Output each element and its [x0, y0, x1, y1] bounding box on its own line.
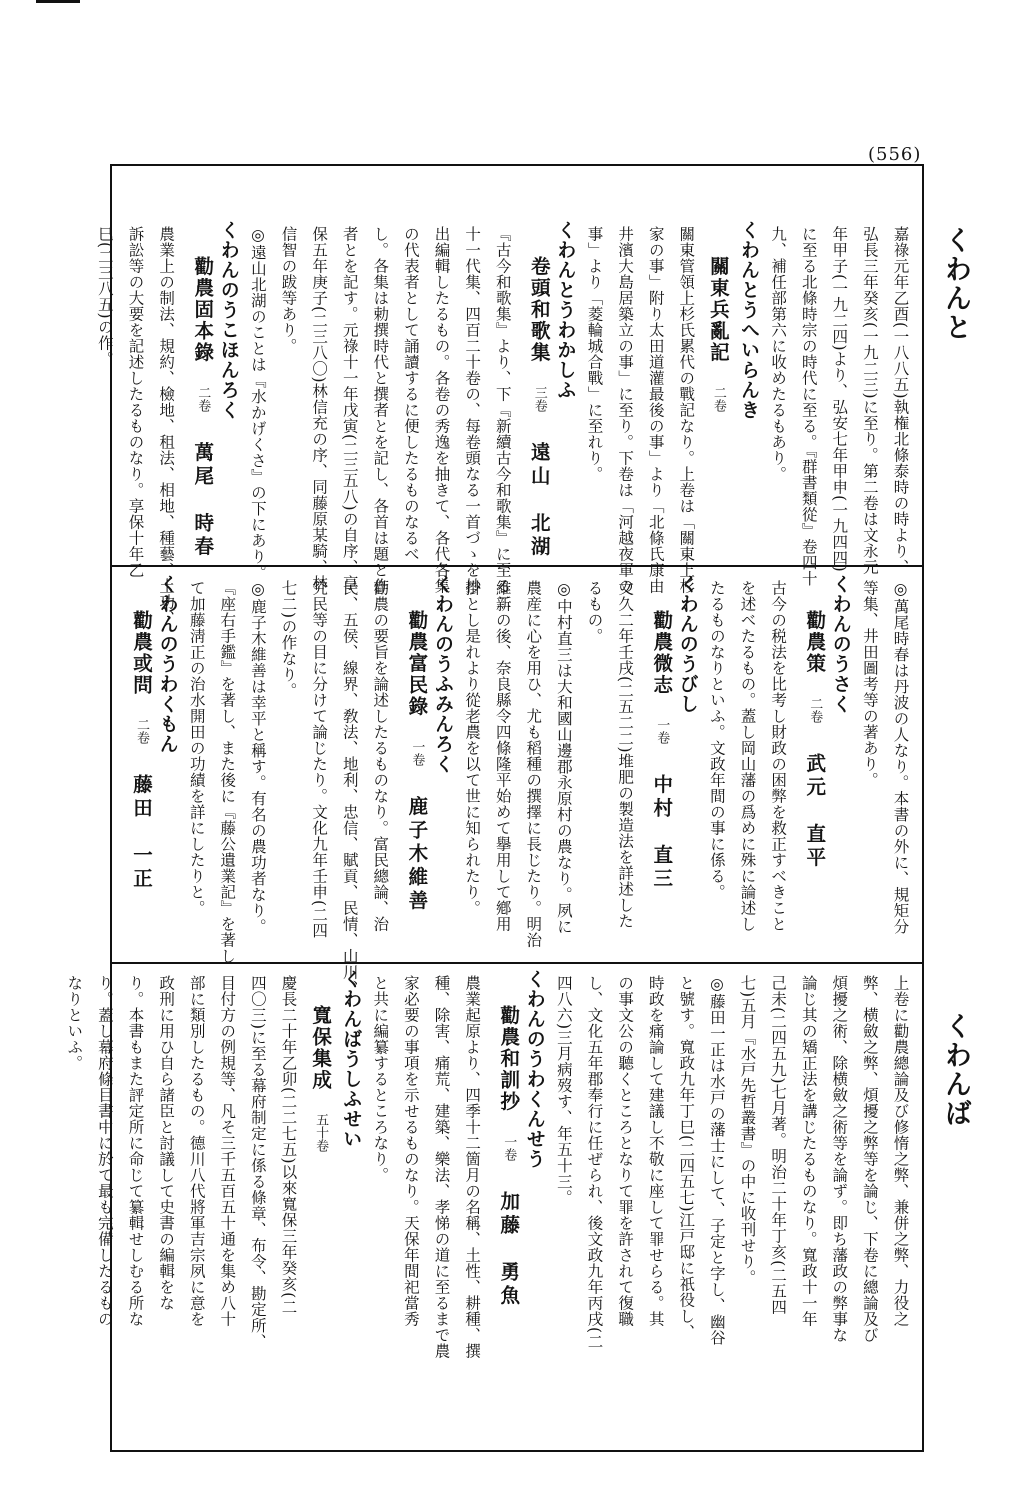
book-title: 卷頭和歌集 [527, 256, 551, 364]
body-line: 時政を痛論して建議し不敬に座して罪せらる。其 [646, 975, 665, 1327]
body-line: 農業上の制法、規約、檢地、租法、相地、種藝、土功、 [157, 226, 176, 626]
body-line: 嘉祿元年乙酉(一八八五)執権北條泰時の時より、 [891, 226, 910, 576]
body-line: 己未(二四五九)七月著。明治二十年丁亥(二五四 [769, 975, 788, 1315]
entry-title-line [188, 256, 216, 559]
entry-headword: くわんとうわかしふ [554, 220, 577, 400]
author-name: 加藤 勇魚 [497, 1190, 521, 1308]
body-line: 年甲子(一九二四)より、弘安七年甲申(一九四四) [830, 226, 849, 573]
body-line: 保五年庚子(二三八〇)林信充の序、同藤原某騎、林 [310, 226, 329, 592]
entry-title-line [647, 610, 675, 892]
body-line: 訴訟等の大要を記述したるものなり。享保十年乙 [126, 226, 145, 578]
running-head-top: くわんと [940, 226, 971, 342]
body-line: て加藤淸正の治水開田の功績を詳にしたりと。 [187, 580, 206, 916]
body-line: 四八六)三月病歿す、年五十三。 [554, 975, 573, 1206]
author-name: 鹿子木維善 [405, 795, 429, 913]
entry-title-line [525, 256, 553, 559]
page-number: (556) [868, 144, 922, 165]
body-line: 農業起原より、四季十二箇月の名稱、土性、耕種、撰 [463, 975, 482, 1359]
body-line: 出編輯したるもの。各卷の秀逸を抽きて、各代各集 [432, 226, 451, 594]
body-line: ◎萬尾時春は丹波の人なり。本書の外に、規矩分 [891, 580, 910, 935]
body-line: ◎中村直三は大和國山邊郡永原村の農なり。夙に [554, 580, 573, 935]
top-edge-mark [36, 0, 80, 3]
author-name: 遠山 北湖 [527, 441, 551, 559]
entry-headword: くわんのうさく [829, 574, 852, 714]
book-title: 關東兵亂記 [706, 256, 730, 364]
entry-title-line [127, 610, 155, 892]
body-line: 弘長三年癸亥(一九二三)に至り。第二卷は文永元 [860, 226, 879, 576]
body-line: 目付方の例規等、凡そ三千五百五十通を集め八十 [218, 975, 237, 1327]
body-line: 論じ其の矯正法を講じたるものなり。寬政十一年 [799, 975, 818, 1327]
body-line: り。蓋し幕府條目書中に於て最も完備したるもの [95, 975, 114, 1327]
volume-count: 一卷 [501, 1134, 517, 1161]
book-title: 寬保集成 [309, 1005, 333, 1091]
author-name: 萬尾 時春 [191, 441, 215, 559]
body-line: 上卷に勸農總論及び修惰之弊、兼併之弊、力役之 [891, 975, 910, 1327]
body-line: 家の事」附り太田道灌最後の事」より「北條氏康由 [646, 226, 665, 594]
volume-count: 二卷 [195, 385, 211, 412]
body-line: 關東管領上杉氏累代の戰記なり。上卷は「關東上杉 [677, 226, 696, 594]
body-line: し。各集は勅撰時代と撰者とを記し、各首は題と作 [371, 226, 390, 594]
body-line: 文久二年壬戌(二五二二)堆肥の製造法を詳述した [616, 580, 635, 930]
body-line: に至る北條時宗の時代に至る。『群書類從』卷四十 [799, 226, 818, 587]
body-line: 勸農の要旨を論述したるものなり。富民總論、治 [371, 580, 390, 932]
author-name: 武元 直平 [803, 752, 827, 870]
volume-count: 一卷 [409, 739, 425, 766]
volume-count: 一卷 [654, 718, 670, 744]
body-line: と共に編纂するところなり。 [371, 975, 390, 1183]
body-line: 究民等の目に分けて論じたり。文化九年壬申(二四 [310, 580, 329, 939]
entry-title-line [402, 610, 430, 913]
body-line: 古今の税法を比考し財政の困弊を救正すべきこと [769, 580, 788, 932]
body-line: の代表者として誦讀するに便したるものなるべ [401, 226, 420, 562]
body-line: 慶長二十年乙卯(二二七五)以來寬保三年癸亥(二 [279, 975, 298, 1315]
body-line: ◎藤田一正は水戸の藩士にして、子定と字し、幽谷 [707, 975, 726, 1346]
body-line: を述べたるもの。蓋し岡山藩の爲めに殊に論述し [738, 580, 757, 932]
body-line: り。本書もまた評定所に命じて纂輯せしむる所な [126, 975, 145, 1327]
entry-title-line [494, 1005, 522, 1308]
body-line: 信智の跋等あり。 [279, 226, 298, 354]
body-line: 煩擾之術、除横斂之術等を論ず。即ち藩政の弊事な [830, 975, 849, 1343]
entry-title-line [311, 1005, 331, 1152]
body-line: 弊、横斂之弊、煩擾之弊等を論じ、下卷に總論及び [860, 975, 879, 1343]
body-line: の事文公の聽くところとなりて罪を許されて復職 [616, 975, 635, 1327]
volume-count: 二卷 [134, 718, 149, 744]
entry-headword: くわんのうこほんろく [217, 220, 240, 420]
body-line: るもの。 [585, 580, 604, 644]
volume-count: 二卷 [710, 385, 726, 412]
running-head-bottom: くわんば [940, 1012, 971, 1128]
body-line: 政刑に用ひ自ら諸臣と討議して史書の編輯をな [157, 975, 176, 1311]
body-line: 井濱大島居築立の事」に至り。下卷は「河越夜軍の [616, 226, 635, 594]
body-line: たるものなりといふ。文政年間の事に係る。 [707, 580, 726, 900]
book-title: 勸農和訓抄 [497, 1005, 521, 1113]
body-line: 十一代集、四百二十卷の、每卷頭なる一首づゝを抄 [463, 226, 482, 594]
body-line: 維新の後、奈良縣令四條隆平始めて擧用して鄕用 [493, 580, 512, 932]
volume-count: 五十卷 [313, 1113, 329, 1152]
body-line: 家必要の事項を示せるものなり。天保年間祀當秀 [401, 975, 420, 1327]
entry-headword: くわんのうふみんろく [432, 574, 454, 774]
author-name: 中村 直三 [650, 774, 674, 892]
body-line: 四〇三)に至る幕府制定に係る條章、布令、勘定所、 [248, 975, 267, 1350]
body-line: 部に類別したるもの。德川八代將軍吉宗夙に意を [187, 975, 206, 1327]
entry-headword: くわんのうわくもん [156, 574, 179, 754]
body-line: ◎遠山北湖のことは『水かげくさ』の下にあり。 [248, 226, 267, 581]
body-line: 九、補任部第六に收めたるもあり。 [769, 226, 788, 482]
entry-headword: くわんのうわくんせう [523, 969, 546, 1169]
body-line: なりといふ。 [65, 975, 84, 1071]
body-line: 『座右手鑑』を著し、また後に『藤公遺業記』を著し [218, 580, 237, 964]
body-line: 掛とし是れより從老農を以て世に知られたり。 [463, 580, 482, 916]
body-line: と號す。寬政九年丁巳(二四五七)江戸邸に祇役し、 [677, 975, 696, 1341]
book-title: 勸農策 [803, 610, 827, 675]
body-line: 農産に心を用ひ、尤も稻種の撰擇に長じたり。明治 [524, 580, 543, 948]
body-line: 巳(二三八五)の作。 [95, 226, 114, 368]
body-line: 民、五侯、線界、敎法、地利、忠信、賦貢、民情、山川、 [340, 580, 359, 996]
body-line: 七)五月『水戸先哲叢書』の中に收刊せり。 [738, 975, 757, 1286]
body-line: 七二)の作なり。 [279, 580, 298, 699]
volume-count: 三卷 [531, 385, 547, 412]
author-name: 藤田 一正 [130, 774, 153, 892]
body-line: し、文化五年郡奉行に任ぜられ、後文政九年丙戌(二 [585, 975, 604, 1350]
entry-headword: くわんのうびし [676, 574, 699, 714]
body-line: 種、除害、痛荒、建築、樂法、孝悌の道に至るまで農 [432, 975, 451, 1359]
body-line: 者とを記す。元祿十一年戊寅(二三五八)の自序、享 [340, 226, 359, 592]
body-line: ◎鹿子木維善は幸平と稱す。有名の農功者なり。 [248, 580, 267, 935]
book-title: 勸農或問 [130, 610, 153, 696]
entry-headword: くわんとうへいらんき [738, 220, 760, 420]
volume-count: 二卷 [807, 696, 823, 723]
body-line: 『古今和歌集』より、下『新續古今和歌集』に至る二 [493, 226, 512, 610]
entry-title-line [708, 256, 728, 412]
book-title: 勸農富民錄 [405, 610, 429, 718]
book-title: 勸農微志 [650, 610, 674, 696]
body-line: 事」より「菱輪城合戰」に至れり。 [585, 226, 604, 482]
body-line: 等集、井田圖考等の著あり。 [860, 580, 879, 788]
entry-headword: くわんばうしふせい [340, 969, 363, 1149]
book-title: 勸農固本錄 [191, 256, 215, 364]
entry-title-line [800, 610, 828, 870]
